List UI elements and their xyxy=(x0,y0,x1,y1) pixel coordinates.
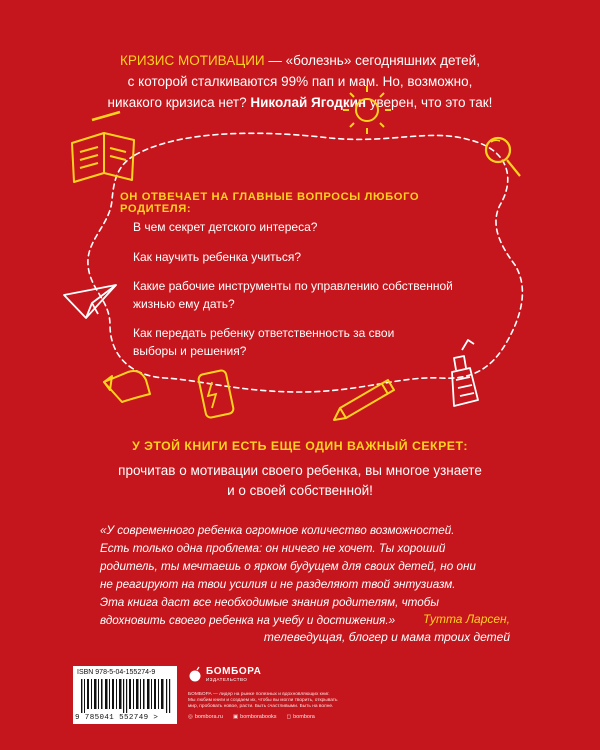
secret-paragraph xyxy=(100,461,500,501)
intro-line1: — «болезнь» сегодняшних детей, xyxy=(264,53,480,68)
social-instagram[interactable]: ◻ bombora xyxy=(286,714,315,720)
question-3-line1: Какие рабочие инструменты по управлению собственной xyxy=(133,279,453,293)
intro-line3-start: никакого кризиса нет? xyxy=(107,95,251,110)
questions-heading: ОН ОТВЕЧАЕТ НА ГЛАВНЫЕ ВОПРОСЫ ЛЮБОГО РОДИТЕЛЯ: xyxy=(120,191,420,215)
publisher-description-line: Мы любим книги и создаем их, чтобы вы могли творить, открывать xyxy=(188,698,338,704)
secret-heading: У ЭТОЙ КНИГИ ЕСТЬ ЕЩЕ ОДИН ВАЖНЫЙ СЕКРЕТ: xyxy=(132,439,468,453)
quote-author: Тутта Ларсен, xyxy=(423,612,510,626)
publisher-subtitle: ИЗДАТЕЛЬСТВО xyxy=(206,677,248,682)
publisher-name: БОМБОРА xyxy=(206,666,262,677)
open-book-icon xyxy=(72,112,134,182)
question-1: В чем секрет детского интереса? xyxy=(133,220,318,234)
bomb-icon xyxy=(188,666,202,682)
vk-icon: ▣ xyxy=(232,714,239,720)
magnifier-icon xyxy=(486,138,520,176)
social-website[interactable]: ◎ bombora.ru xyxy=(188,714,223,720)
phone-icon xyxy=(198,370,235,419)
quote-line: Есть только одна проблема: он ничего не хочет. Ты хороший xyxy=(100,542,446,555)
quote-line: родитель, ты мечтаешь о ярком будущем для своих детей, но они xyxy=(100,560,476,573)
intro-line3-end: уверен, что это так! xyxy=(366,95,493,110)
intro-line2: с которой сталкиваются 99% пап и мам. Но, возможно, xyxy=(127,74,473,89)
quote-line: «У современного ребенка огромное количество возможностей. xyxy=(100,524,455,537)
instagram-icon: ◻ xyxy=(286,714,292,720)
social-vk[interactable]: ▣ bomborabooks xyxy=(232,714,277,720)
barcode xyxy=(73,666,177,724)
publisher-description-line: БОМБОРА — лидер на рынке полезных и вдохновляющих книг. xyxy=(188,692,330,697)
arrow-ribbon-icon xyxy=(104,371,150,402)
question-3-line2: жизнью ему дать? xyxy=(133,297,235,311)
quote-line: не реагируют на твои усилия и не разделяют твой энтузиазм. xyxy=(100,578,456,591)
question-4-line2: выборы и решения? xyxy=(133,344,247,358)
quote-attribution xyxy=(264,610,510,646)
isbn-text: ISBN 978-5-04-155274-9 xyxy=(77,669,156,676)
barcode-number: 9 785041 552749 > xyxy=(75,714,159,722)
quote-author-role: телеведущая, блогер и мама троих детей xyxy=(263,630,510,644)
quote-line: вдохновить своего ребенка на учебу и достижения.» xyxy=(100,614,396,627)
barcode-bars xyxy=(81,679,173,713)
publisher-social xyxy=(188,714,315,720)
intro-author-name: Николай Ягодкин xyxy=(250,95,367,110)
question-4-line1: Как передать ребенку ответственность за свои xyxy=(133,326,395,340)
question-2: Как научить ребенка учиться? xyxy=(133,250,302,264)
publisher-description-line: мир, пробовать новое, расти. Быть счастливыми. Быть на волне. xyxy=(188,704,334,710)
globe-icon: ◎ xyxy=(188,714,193,720)
quote-line: Эта книга даст все необходимые знания родителям, чтобы xyxy=(100,596,439,609)
secret-line2: и о своей собственной! xyxy=(227,483,373,498)
sun-icon xyxy=(343,86,391,134)
secret-line1: прочитав о мотивации своего ребенка, вы многое узнаете xyxy=(118,463,482,478)
publisher-description xyxy=(188,692,428,711)
publisher-logo xyxy=(188,666,268,682)
intro-highlight: КРИЗИС МОТИВАЦИИ xyxy=(120,53,265,68)
